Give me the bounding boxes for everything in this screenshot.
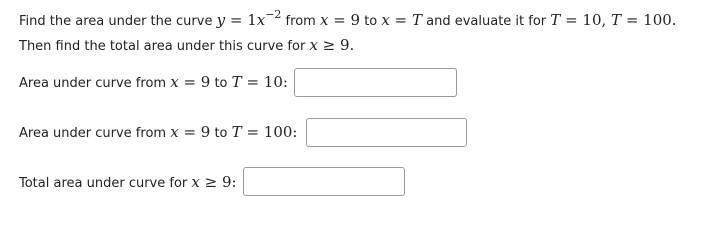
answer-input-2[interactable] bbox=[306, 118, 467, 147]
math-num: 9 bbox=[200, 73, 211, 91]
math-op: ≥ bbox=[199, 173, 222, 191]
math-num: 9. bbox=[340, 36, 355, 54]
math-op: = bbox=[389, 11, 412, 29]
math-num: 1 bbox=[247, 11, 257, 29]
problem-statement-line2 bbox=[19, 36, 354, 56]
math-num: 100. bbox=[643, 11, 677, 29]
math-exponent: −2 bbox=[265, 8, 282, 21]
math-var: x bbox=[381, 11, 390, 29]
text: Then find the total area under this curve for bbox=[19, 39, 310, 54]
answer-input-1[interactable] bbox=[294, 68, 457, 97]
math-num: 100: bbox=[263, 123, 298, 141]
text: Area under curve from bbox=[19, 126, 171, 141]
math-op: = bbox=[328, 11, 351, 29]
math-op: = bbox=[241, 73, 264, 91]
text: Total area under curve for bbox=[19, 176, 192, 191]
math-num: 9 bbox=[200, 123, 211, 141]
math-var: T bbox=[550, 11, 561, 29]
question-2-label bbox=[19, 123, 297, 143]
text: Area under curve from bbox=[19, 76, 171, 91]
math-var: T bbox=[231, 123, 242, 141]
math-op: = bbox=[621, 11, 644, 29]
math-op: = bbox=[560, 11, 583, 29]
text: from bbox=[281, 14, 320, 29]
math-op: ≥ bbox=[317, 36, 341, 54]
math-var: x bbox=[170, 123, 179, 141]
math-op: = bbox=[241, 123, 264, 141]
math-var: x bbox=[319, 11, 329, 29]
answer-input-3[interactable] bbox=[243, 167, 405, 196]
math-var: T bbox=[611, 11, 622, 29]
math-op: = bbox=[178, 123, 201, 141]
math-var: x bbox=[191, 173, 200, 191]
math-op: = bbox=[225, 11, 248, 29]
math-op: = bbox=[178, 73, 201, 91]
math-var: T bbox=[411, 11, 422, 29]
text: to bbox=[360, 14, 382, 29]
text: Find the area under the curve bbox=[19, 14, 217, 29]
text: and evaluate it for bbox=[422, 14, 551, 29]
math-var: T bbox=[231, 73, 242, 91]
question-1-label bbox=[19, 73, 288, 93]
math-var: x bbox=[309, 36, 318, 54]
math-var: x bbox=[256, 11, 266, 29]
math-var: x bbox=[170, 73, 179, 91]
problem-statement bbox=[19, 8, 677, 31]
text: to bbox=[210, 76, 232, 91]
math-num: 9 bbox=[350, 11, 361, 29]
math-num: 10, bbox=[582, 11, 612, 29]
text: to bbox=[210, 126, 232, 141]
question-3-label bbox=[19, 173, 237, 193]
math-num: 10: bbox=[263, 73, 288, 91]
math-var: y bbox=[216, 11, 226, 29]
math-num: 9: bbox=[221, 173, 237, 191]
